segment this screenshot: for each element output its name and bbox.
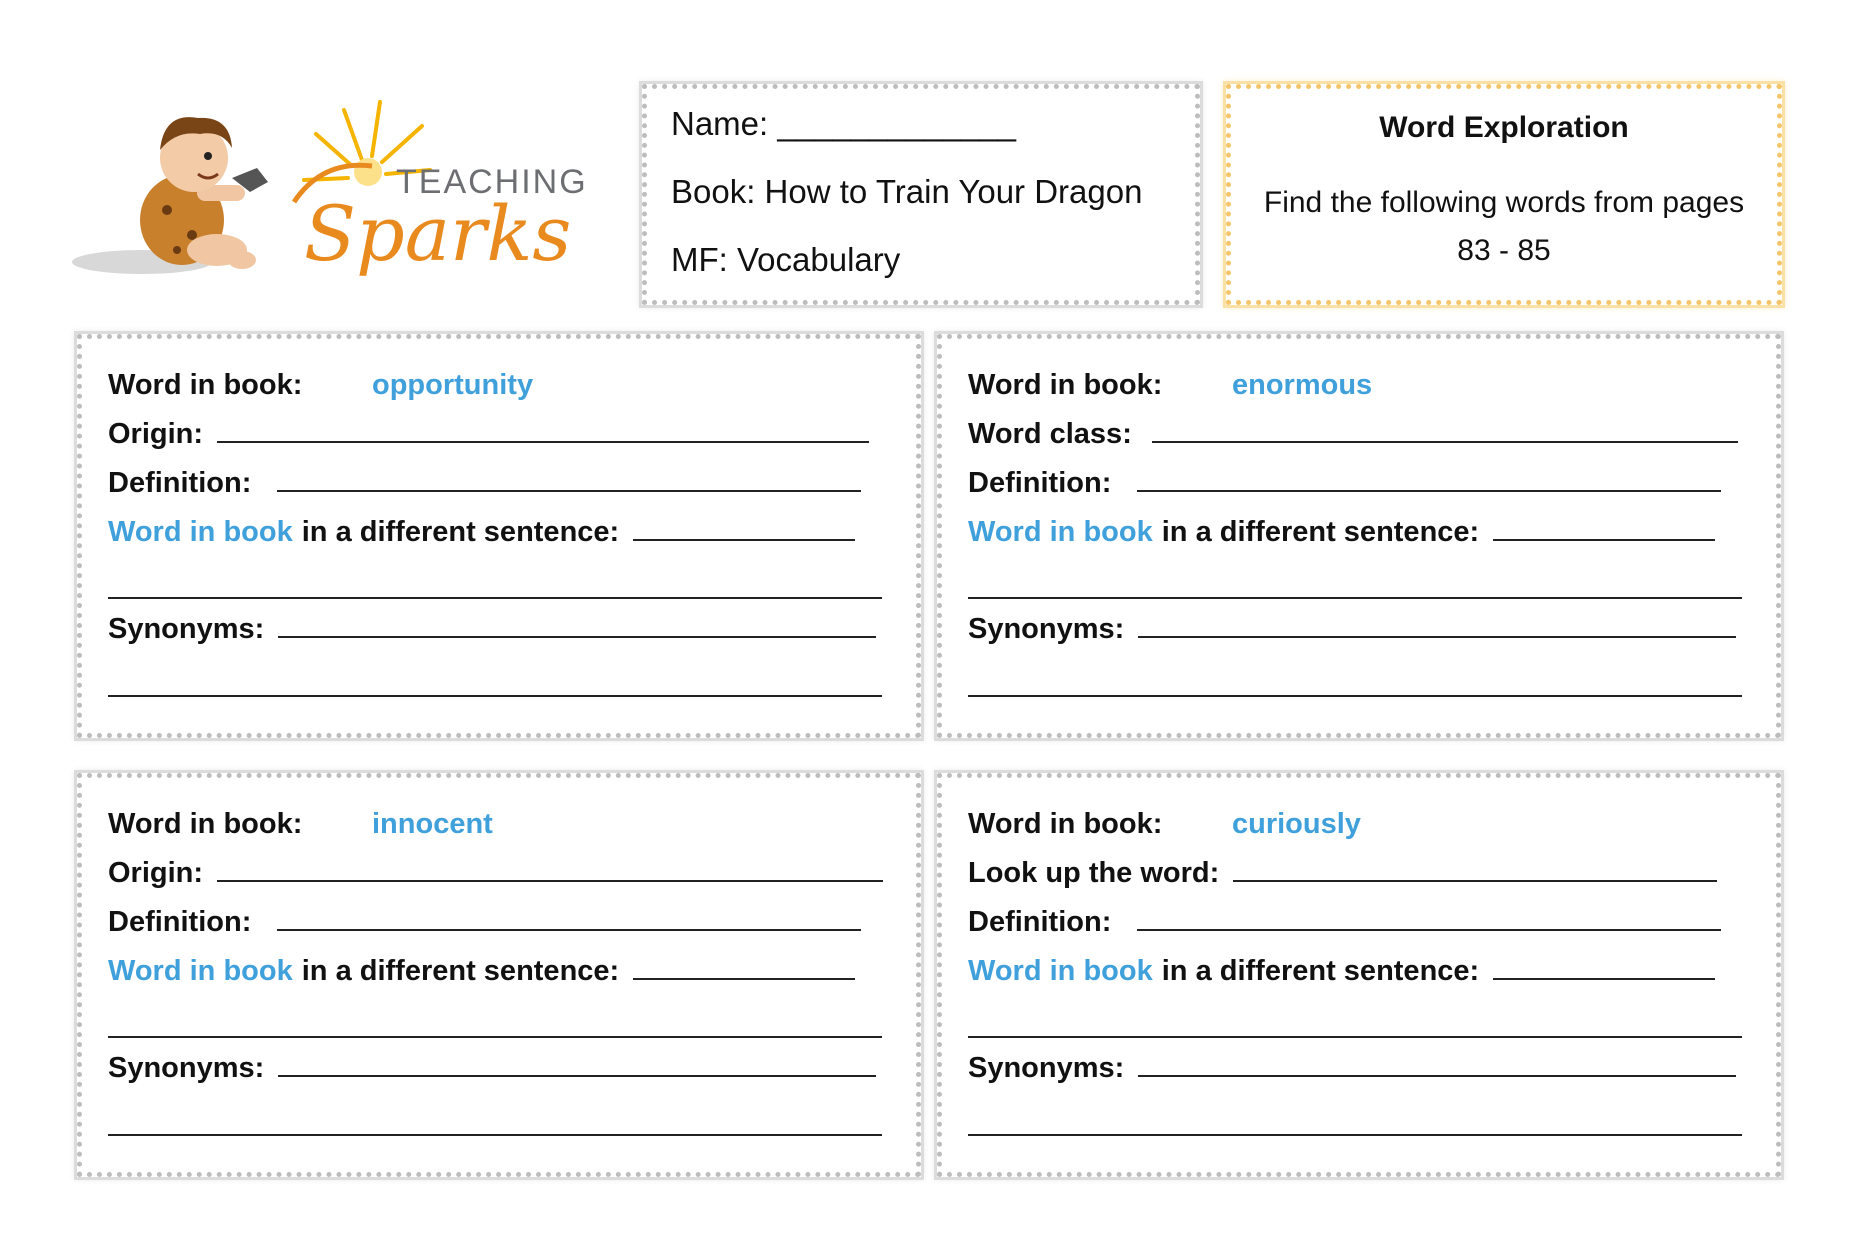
word-exploration-instruction: Find the following words from pages 83 - 85 <box>1263 186 1745 267</box>
word-class-answer-line[interactable] <box>1152 440 1738 443</box>
word-in-book-highlight: Word in book <box>108 516 293 548</box>
synonyms-answer-line-2[interactable] <box>108 1134 882 1136</box>
caveman-mascot-icon <box>72 90 592 310</box>
synonyms-answer-line-2[interactable] <box>968 695 1742 697</box>
sentence-answer-line-2[interactable] <box>968 1036 1742 1038</box>
logo-text-bottom: Sparks <box>304 189 572 278</box>
definition-answer-line[interactable] <box>1137 928 1721 931</box>
word-exploration-title: Word Exploration <box>1379 111 1629 144</box>
header-info-box <box>642 84 1200 305</box>
origin-label: Origin: <box>108 418 204 450</box>
look-up-label: Look up the word: <box>968 857 1220 889</box>
sentence-prompt: in a different sentence: <box>301 955 620 987</box>
sentence-prompt: in a different sentence: <box>301 516 620 548</box>
synonyms-label: Synonyms: <box>968 1052 1125 1084</box>
sentence-answer-line[interactable] <box>633 977 855 980</box>
sentence-answer-line[interactable] <box>633 538 855 541</box>
teaching-sparks-logo <box>72 90 592 310</box>
sentence-answer-line-2[interactable] <box>968 597 1742 599</box>
target-word: opportunity <box>372 369 534 401</box>
definition-answer-line[interactable] <box>277 928 861 931</box>
synonyms-answer-line-2[interactable] <box>108 695 882 697</box>
mf-label: MF: Vocabulary <box>671 241 901 278</box>
logo-text-top: TEACHING <box>396 163 588 201</box>
sentence-answer-line-2[interactable] <box>108 1036 882 1038</box>
origin-answer-line[interactable] <box>217 879 883 882</box>
word-in-book-label: Word in book: <box>108 808 303 840</box>
word-in-book-label: Word in book: <box>968 369 1163 401</box>
definition-answer-line[interactable] <box>1137 489 1721 492</box>
definition-answer-line[interactable] <box>277 489 861 492</box>
synonyms-answer-line[interactable] <box>1138 1074 1736 1077</box>
target-word: enormous <box>1232 369 1373 401</box>
word-in-book-label: Word in book: <box>108 369 303 401</box>
definition-label: Definition: <box>108 467 252 499</box>
sentence-prompt: in a different sentence: <box>1161 955 1480 987</box>
look-up-answer-line[interactable] <box>1233 879 1717 882</box>
sentence-answer-line[interactable] <box>1493 977 1715 980</box>
word-card-curiously <box>937 773 1781 1177</box>
target-word: curiously <box>1232 808 1361 840</box>
definition-label: Definition: <box>108 906 252 938</box>
book-title-label: Book: How to Train Your Dragon <box>671 173 1143 210</box>
sentence-answer-line[interactable] <box>1493 538 1715 541</box>
word-exploration-box <box>1226 84 1782 305</box>
word-in-book-highlight: Word in book <box>968 955 1153 987</box>
origin-answer-line[interactable] <box>217 440 869 443</box>
synonyms-answer-line[interactable] <box>1138 635 1736 638</box>
word-card-innocent <box>77 773 921 1177</box>
synonyms-label: Synonyms: <box>108 613 265 645</box>
synonyms-answer-line[interactable] <box>278 1074 876 1077</box>
target-word: innocent <box>372 808 493 840</box>
synonyms-label: Synonyms: <box>968 613 1125 645</box>
origin-label: Origin: <box>108 857 204 889</box>
word-in-book-label: Word in book: <box>968 808 1163 840</box>
word-card-opportunity <box>77 334 921 738</box>
synonyms-label: Synonyms: <box>108 1052 265 1084</box>
name-field-label[interactable]: Name: _____________ <box>671 105 1016 142</box>
word-in-book-highlight: Word in book <box>968 516 1153 548</box>
synonyms-answer-line[interactable] <box>278 635 876 638</box>
sentence-answer-line-2[interactable] <box>108 597 882 599</box>
word-card-enormous <box>937 334 1781 738</box>
sentence-prompt: in a different sentence: <box>1161 516 1480 548</box>
word-in-book-highlight: Word in book <box>108 955 293 987</box>
word-class-label: Word class: <box>968 418 1132 450</box>
definition-label: Definition: <box>968 467 1112 499</box>
definition-label: Definition: <box>968 906 1112 938</box>
synonyms-answer-line-2[interactable] <box>968 1134 1742 1136</box>
